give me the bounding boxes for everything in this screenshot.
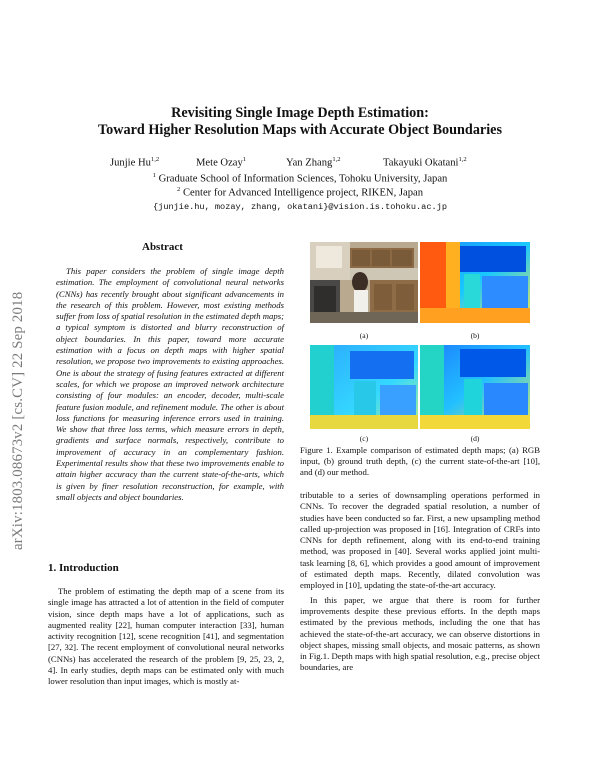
figure-label-c: (c): [359, 434, 369, 443]
abstract-heading: Abstract: [142, 241, 183, 253]
paper-title-line-1: Revisiting Single Image Depth Estimation:: [171, 105, 429, 121]
introduction-left-column: [48, 586, 284, 688]
abstract-text: This paper considers the problem of single image depth estimation. The employment of convolutional neural networks (CNNs) has recently brought about significant advancements in the research of this problem. However, most existing methods suffer from loss of spatial resolution in the estimated depth maps; a typical symptom is distorted and blurry reconstruction of object boundaries. In this paper, toward more accurate estimation with a focus on depth maps with higher spatial resolution, we propose two improvements to existing approaches. One is about the strategy of fusing features extracted at different scales, for which we propose an improved network architecture consisting of four modules: an encoder, decoder, multi-scale feature fusion module, and refinement module. The other is about loss functions for measuring inference errors used in training. We show that three loss terms, which measure errors in depth, gradients and surface normals, respectively, contribute to improvement of accuracy in an complementary fashion. Experimental results show that these two improvements enable to attain higher accuracy than the current state-of-the-arts, which is given by finer resolution reconstruction, for example, with small objects and object boundaries.: [56, 266, 284, 502]
author-3: Yan Zhang$^{1,2}$: [286, 156, 341, 169]
paper-title-line-2: Toward Higher Resolution Maps with Accurate Object Boundaries: [98, 122, 502, 138]
author-2: Mete Ozay$^1$: [196, 156, 247, 169]
affiliation-1: $^1$ Graduate School of Information Sciences, Tohoku University, Japan: [152, 172, 448, 185]
affiliation-2: $^2$ Center for Advanced Intelligence project, RIKEN, Japan: [177, 186, 423, 199]
figure-label-d: (d): [470, 434, 480, 443]
figure-ground-truth-depth: [420, 242, 530, 323]
author-1: Junjie Hu$^{1,2}$: [110, 156, 160, 169]
figure-rgb-input-image: [310, 242, 418, 323]
right-paragraph-2: In this paper, we argue that there is room for further improvements despite these previous efforts. In the depth maps estimated by the previous methods, including the one that has achieved the state-of-the-art accuracy, we can observe distortions in object shapes, missing small objects, and mosaic patterns, as shown in Fig.1. Depth maps with high spatial resolution, e.g., precise object boundaries, are: [300, 594, 540, 673]
figure-caption: Figure 1. Example comparison of estimated depth maps; (a) RGB input, (b) ground truth depth, (c) the current state-of-the-art [10], and (d) our method.: [300, 445, 540, 477]
figure-our-method-depth: [420, 345, 530, 429]
introduction-paragraph-1: The problem of estimating the depth map of a scene from its single image has attracted a lot of attention in the field of computer vision, since depth maps have a lot of applications, such as augmented reality [22], human computer interaction [33], human activity recognition [12], scene recognition [41], and segmentation [27, 32]. The recent employment of convolutional neural networks (CNNs) has accelerated the research of the problem [9, 25, 23, 2, 4]. In early studies, depth maps can be estimated only with much lower resolution than input images, which is mostly at-: [48, 586, 284, 687]
figure-label-a: (a): [359, 331, 369, 340]
figure-state-of-the-art-depth: [310, 345, 418, 429]
author-4: Takayuki Okatani$^{1,2}$: [383, 156, 467, 169]
figure-label-b: (b): [470, 331, 480, 340]
author-emails: {junjie.hu, mozay, zhang, okatani}@vision.is.tohoku.ac.jp: [153, 202, 447, 212]
arxiv-identifier: arXiv:1803.08673v2 [cs.CV] 22 Sep 2018: [10, 291, 26, 550]
introduction-heading: 1. Introduction: [48, 562, 119, 574]
right-paragraph-1: tributable to a series of downsampling operations performed in CNNs. To recover the degraded spatial resolution, a number of studies have been conducted so far. First, a new upsampling method called up-projection was proposed in [16]. Integration of CRFs into CNNs for depth refinement, along with its end-to-end training method, was proposed in [40]. Several works applied joint multi-task learning [8, 6], which provides a good amount of improvement of estimated depth maps. Recently, dilated convolution was employed in [10], updating the state-of-the-art accuracy.: [300, 490, 540, 591]
right-column-text: [300, 490, 540, 674]
